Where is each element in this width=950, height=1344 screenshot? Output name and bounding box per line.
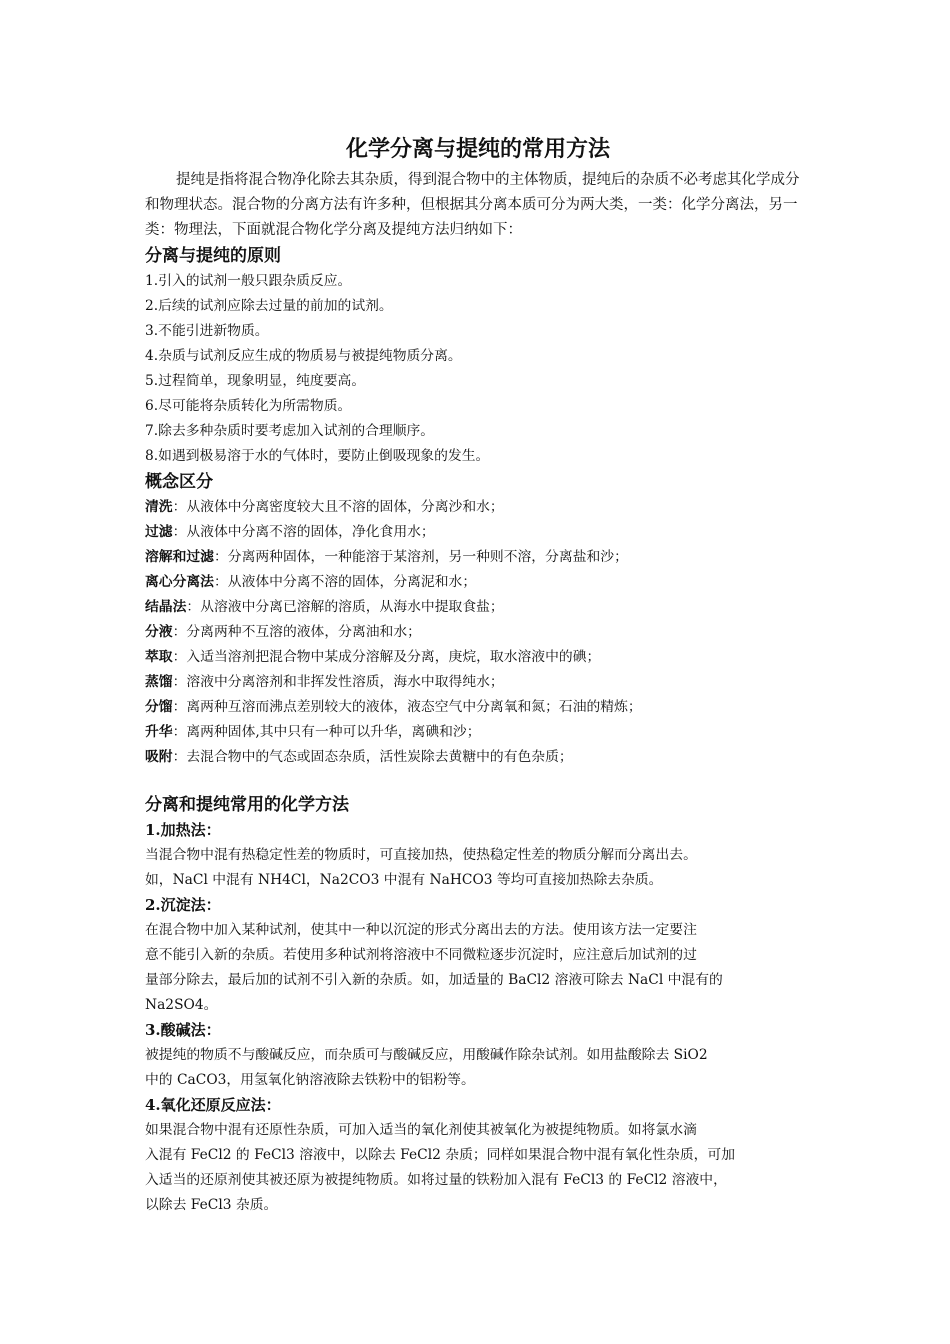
concept-item bbox=[145, 495, 811, 520]
concept-item bbox=[145, 695, 811, 720]
concept-sep: ： bbox=[172, 499, 187, 515]
method-line: 入混有 FeCl2 的 FeCl3 溶液中，以除去 FeCl2 杂质；同样如果混合物中混有氧化性杂质，可加 bbox=[145, 1147, 736, 1163]
concept-item bbox=[145, 595, 811, 620]
document-page bbox=[145, 132, 811, 1218]
concept-text: 离两种互溶而沸点差别较大的液体，液态空气中分离氧和氮；石油的精炼； bbox=[186, 699, 642, 715]
concepts-list bbox=[145, 495, 811, 770]
concept-term: 溶解和过滤 bbox=[145, 549, 214, 565]
concept-sep: ： bbox=[172, 674, 187, 690]
principle-item: 8.如遇到极易溶于水的气体时，要防止倒吸现象的发生。 bbox=[145, 448, 490, 464]
method-line: 量部分除去，最后加的试剂不引入新的杂质。如，加适量的 BaCl2 溶液可除去 NaCl 中混有的 bbox=[145, 972, 723, 988]
method-acid-base bbox=[145, 1018, 811, 1093]
principle-item: 4.杂质与试剂反应生成的物质易与被提纯物质分离。 bbox=[145, 348, 462, 364]
concepts-heading: 概念区分 bbox=[145, 472, 213, 492]
principle-item: 6.尽可能将杂质转化为所需物质。 bbox=[145, 398, 352, 414]
concept-sep: ： bbox=[172, 649, 187, 665]
concept-item bbox=[145, 570, 811, 595]
method-line: 以除去 FeCl3 杂质。 bbox=[145, 1197, 278, 1213]
concept-text: 从液体中分离不溶的固体，净化食用水； bbox=[186, 524, 435, 540]
concept-term: 吸附 bbox=[145, 749, 173, 765]
concept-sep: ： bbox=[172, 699, 187, 715]
method-title: 1.加热法： bbox=[145, 821, 221, 839]
concept-text: 从液体中分离密度较大且不溶的固体，分离沙和水； bbox=[186, 499, 504, 515]
concept-term: 分液 bbox=[145, 624, 173, 640]
concept-item bbox=[145, 745, 811, 770]
method-line: 当混合物中混有热稳定性差的物质时，可直接加热，使热稳定性差的物质分解而分离出去。 bbox=[145, 847, 697, 863]
concept-item bbox=[145, 620, 811, 645]
concept-term: 清洗 bbox=[145, 499, 173, 515]
concept-text: 离两种固体,其中只有一种可以升华，离碘和沙； bbox=[186, 724, 481, 740]
method-line: 如，NaCl 中混有 NH4Cl，Na2CO3 中混有 NaHCO3 等均可直接加热除去杂质。 bbox=[145, 872, 663, 888]
method-title: 3.酸碱法： bbox=[145, 1021, 221, 1039]
concept-text: 分离两种不互溶的液体，分离油和水； bbox=[186, 624, 421, 640]
document-title: 化学分离与提纯的常用方法 bbox=[345, 136, 610, 162]
concept-text: 去混合物中的气态或固态杂质，活性炭除去黄糖中的有色杂质； bbox=[186, 749, 573, 765]
concept-sep: ： bbox=[172, 724, 187, 740]
principle-item: 5.过程简单，现象明显，纯度要高。 bbox=[145, 373, 366, 389]
concept-sep: ： bbox=[172, 749, 187, 765]
concept-item bbox=[145, 720, 811, 745]
principle-item: 7.除去多种杂质时要考虑加入试剂的合理顺序。 bbox=[145, 423, 435, 439]
concept-term: 过滤 bbox=[145, 524, 173, 540]
intro-paragraph: 提纯是指将混合物净化除去其杂质，得到混合物中的主体物质，提纯后的杂质不必考虑其化学成分和物理状态。混合物的分离方法有许多种，但根据其分离本质可分为两大类，一类：化学分离法，另一类：物理法，下面就混合物化学分离及提纯方法归纳如下： bbox=[145, 172, 800, 238]
method-line: Na2SO4。 bbox=[145, 997, 218, 1013]
method-precipitation bbox=[145, 893, 811, 1018]
concept-term: 分馏 bbox=[145, 699, 173, 715]
concept-text: 溶液中分离溶剂和非挥发性溶质，海水中取得纯水； bbox=[186, 674, 504, 690]
method-redox bbox=[145, 1093, 811, 1218]
method-line: 中的 CaCO3，用氢氧化钠溶液除去铁粉中的铝粉等。 bbox=[145, 1072, 475, 1088]
method-heating bbox=[145, 818, 811, 893]
concept-item bbox=[145, 645, 811, 670]
concept-sep: ： bbox=[186, 599, 201, 615]
concept-text: 从液体中分离不溶的固体，分离泥和水； bbox=[227, 574, 477, 590]
concept-sep: ： bbox=[172, 524, 187, 540]
concept-text: 从溶液中分离已溶解的溶质，从海水中提取食盐； bbox=[200, 599, 504, 615]
concept-item bbox=[145, 545, 811, 570]
section-spacer bbox=[145, 770, 811, 792]
concept-item bbox=[145, 520, 811, 545]
method-line: 意不能引入新的杂质。若使用多种试剂将溶液中不同微粒逐步沉淀时，应注意后加试剂的过 bbox=[145, 947, 697, 963]
concept-sep: ： bbox=[213, 549, 228, 565]
concept-term: 蒸馏 bbox=[145, 674, 173, 690]
principle-item: 1.引入的试剂一般只跟杂质反应。 bbox=[145, 273, 352, 289]
concept-term: 萃取 bbox=[145, 649, 173, 665]
concept-text: 入适当溶剂把混合物中某成分溶解及分离，庚烷，取水溶液中的碘； bbox=[186, 649, 601, 665]
concept-term: 离心分离法 bbox=[145, 574, 214, 590]
principle-item: 3.不能引进新物质。 bbox=[145, 323, 269, 339]
concept-term: 结晶法 bbox=[145, 599, 187, 615]
concept-term: 升华 bbox=[145, 724, 173, 740]
method-title: 2.沉淀法： bbox=[145, 896, 221, 914]
concept-sep: ： bbox=[213, 574, 228, 590]
method-title: 4.氧化还原反应法： bbox=[145, 1096, 281, 1114]
concept-text: 分离两种固体，一种能溶于某溶剂，另一种则不溶，分离盐和沙； bbox=[227, 549, 628, 565]
principle-item: 2.后续的试剂应除去过量的前加的试剂。 bbox=[145, 298, 393, 314]
method-line: 入适当的还原剂使其被还原为被提纯物质。如将过量的铁粉加入混有 FeCl3 的 FeCl2 溶液中， bbox=[145, 1172, 727, 1188]
principles-list bbox=[145, 269, 811, 469]
method-line: 如果混合物中混有还原性杂质，可加入适当的氧化剂使其被氧化为被提纯物质。如将氯水滴 bbox=[145, 1122, 697, 1138]
concept-item bbox=[145, 670, 811, 695]
principles-heading: 分离与提纯的原则 bbox=[145, 246, 281, 266]
method-line: 被提纯的物质不与酸碱反应，而杂质可与酸碱反应，用酸碱作除杂试剂。如用盐酸除去 SiO2 bbox=[145, 1047, 708, 1063]
methods-heading: 分离和提纯常用的化学方法 bbox=[145, 795, 349, 815]
method-line: 在混合物中加入某种试剂，使其中一种以沉淀的形式分离出去的方法。使用该方法一定要注 bbox=[145, 922, 697, 938]
concept-sep: ： bbox=[172, 624, 187, 640]
